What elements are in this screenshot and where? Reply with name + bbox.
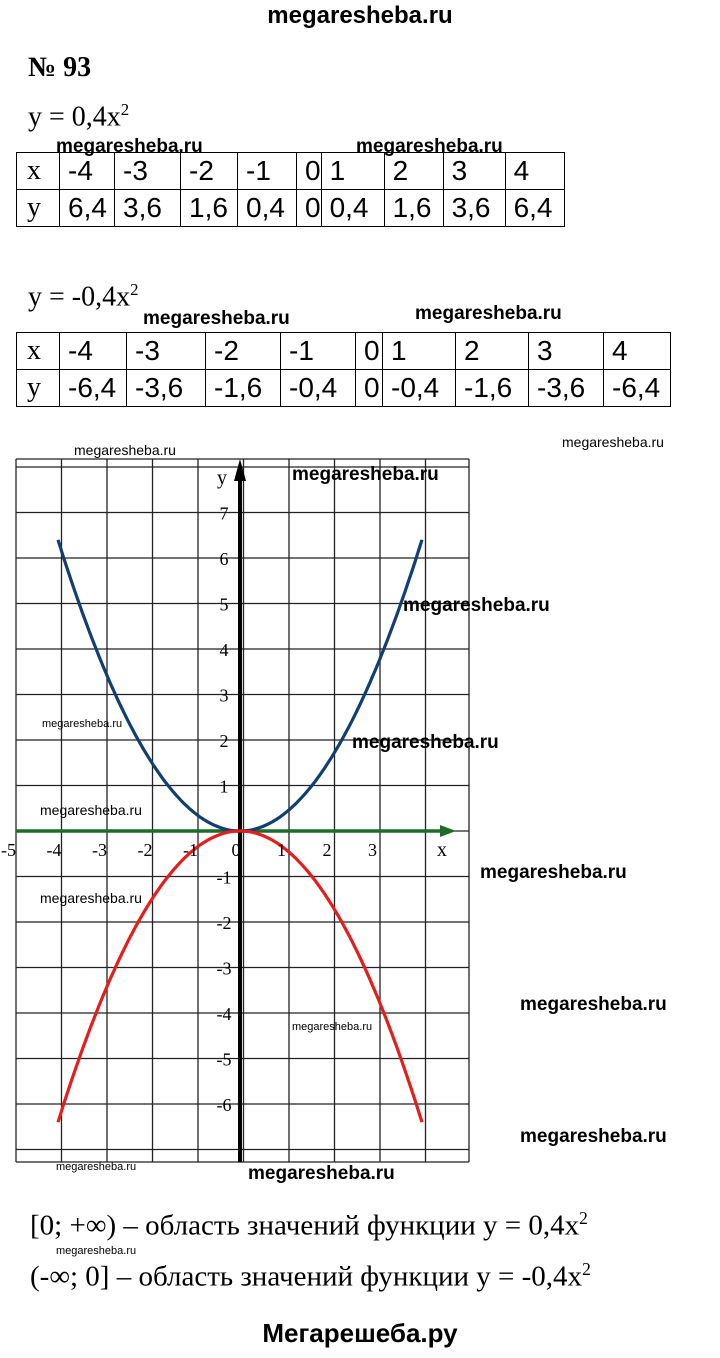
watermark: megaresheba.ru [74,442,176,458]
y-tick-label: -3 [216,958,232,979]
x-axis-label: x [437,839,447,861]
watermark: megaresheba.ru [292,464,439,485]
table-cell: x [17,153,60,190]
table-cell: -1,6 [456,370,529,407]
y-tick-label: 7 [219,503,229,524]
y-tick-label: 6 [219,549,229,569]
watermark: megaresheba.ru [40,890,142,906]
table-cell: -2 [181,153,238,190]
table-cell: -3,6 [529,370,604,407]
range-statement-1-exponent: 2 [579,1208,588,1228]
table-cell: 3,6 [115,190,181,227]
x-tick-label: -4 [46,840,62,860]
watermark: megaresheba.ru [356,136,503,157]
y-tick-label: 4 [219,640,229,660]
x-tick-label: -3 [92,840,107,860]
x-tick-label: 0 [231,840,241,860]
range-statement-2-text: (-∞; 0] – область значений функции y = -0,4x [30,1260,583,1293]
table-cell: -2 [206,333,281,370]
watermark: megaresheba.ru [403,595,550,616]
range-statement-1 [30,1208,588,1243]
table-cell: 0 [297,190,322,227]
range-statement-1-text: [0; +∞) – область значений функции y = 0,4x [30,1209,580,1242]
y-axis-arrow [234,459,246,481]
watermark: megaresheba.ru [143,308,290,329]
table-cell: -1,6 [206,370,281,407]
watermark: megaresheba.ru [562,434,664,450]
table-cell: -4 [60,333,127,370]
function-1-text: y = 0,4x [28,101,121,133]
table-cell: -4 [60,153,115,190]
function-1-exponent: 2 [120,100,130,119]
table-cell: 2 [384,153,443,190]
watermark: megaresheba.ru [520,1126,667,1147]
table-cell: -0,4 [281,370,356,407]
table-cell: 1 [321,153,384,190]
watermark: megaresheba.ru [415,303,562,324]
table-cell: -3 [127,333,206,370]
range-statement-2 [30,1259,591,1294]
site-header: megaresheba.ru [267,2,453,29]
y-tick-label: -2 [216,913,232,933]
table-cell: 0 [356,370,383,407]
range-statement-2-exponent: 2 [582,1259,591,1279]
task-number: № 93 [28,52,92,83]
table-cell: 0 [356,333,383,370]
y-tick-label: -4 [216,1004,232,1024]
x-tick-label: -1 [183,840,198,860]
x-tick-label: -5 [1,840,16,860]
y-tick-label: 1 [219,776,229,797]
x-tick-label: 1 [277,840,286,860]
y-tick-label: 5 [219,594,229,615]
table-cell: 3 [529,333,604,370]
watermark: megaresheba.ru [56,1245,137,1257]
y-tick-label: 2 [219,731,229,751]
watermark: megaresheba.ru [480,862,627,883]
table-cell: -3,6 [127,370,206,407]
y-tick-label: -6 [216,1095,232,1115]
table-cell: 2 [456,333,529,370]
table-cell: 0,4 [238,190,297,227]
table-cell: 1,6 [384,190,443,227]
function-2-text: y = -0,4x [28,281,131,313]
table-cell: -1 [281,333,356,370]
table-cell: 1 [383,333,456,370]
x-axis-arrow [440,825,456,837]
x-tick-label: 3 [368,840,377,860]
table-cell: 6,4 [60,190,115,227]
table-cell: 4 [505,153,564,190]
site-footer: Мегарешеба.ру [262,1318,458,1348]
table-cell: -6,4 [60,370,127,407]
watermark: megaresheba.ru [56,1161,137,1173]
watermark: megaresheba.ru [292,1021,373,1033]
watermark: megaresheba.ru [56,136,203,157]
table-cell: 1,6 [181,190,238,227]
watermark: megaresheba.ru [40,802,142,818]
watermark: megaresheba.ru [352,732,499,753]
table-cell: 3,6 [443,190,505,227]
table-cell: -3 [115,153,181,190]
table-cell: -6,4 [604,370,671,407]
table-cell: 0 [297,153,322,190]
watermark: megaresheba.ru [42,718,123,730]
y-tick-label: -1 [216,867,232,888]
table-cell: 3 [443,153,505,190]
function-2-exponent: 2 [130,280,139,299]
table-cell: 0,4 [321,190,384,227]
table-cell: y [17,370,60,407]
table-cell: y [17,190,60,227]
watermark: megaresheba.ru [248,1163,395,1184]
y-tick-label: 3 [219,685,229,706]
y-tick-label: -5 [216,1049,232,1070]
watermark: megaresheba.ru [520,994,667,1015]
x-tick-label: 2 [322,840,332,860]
table-cell: x [17,333,60,370]
y-axis-label: y [217,467,227,489]
table-cell: -0,4 [383,370,456,407]
x-tick-label: -2 [137,840,153,860]
table-cell: 4 [604,333,671,370]
table-cell: -1 [238,153,297,190]
table-cell: 6,4 [505,190,564,227]
